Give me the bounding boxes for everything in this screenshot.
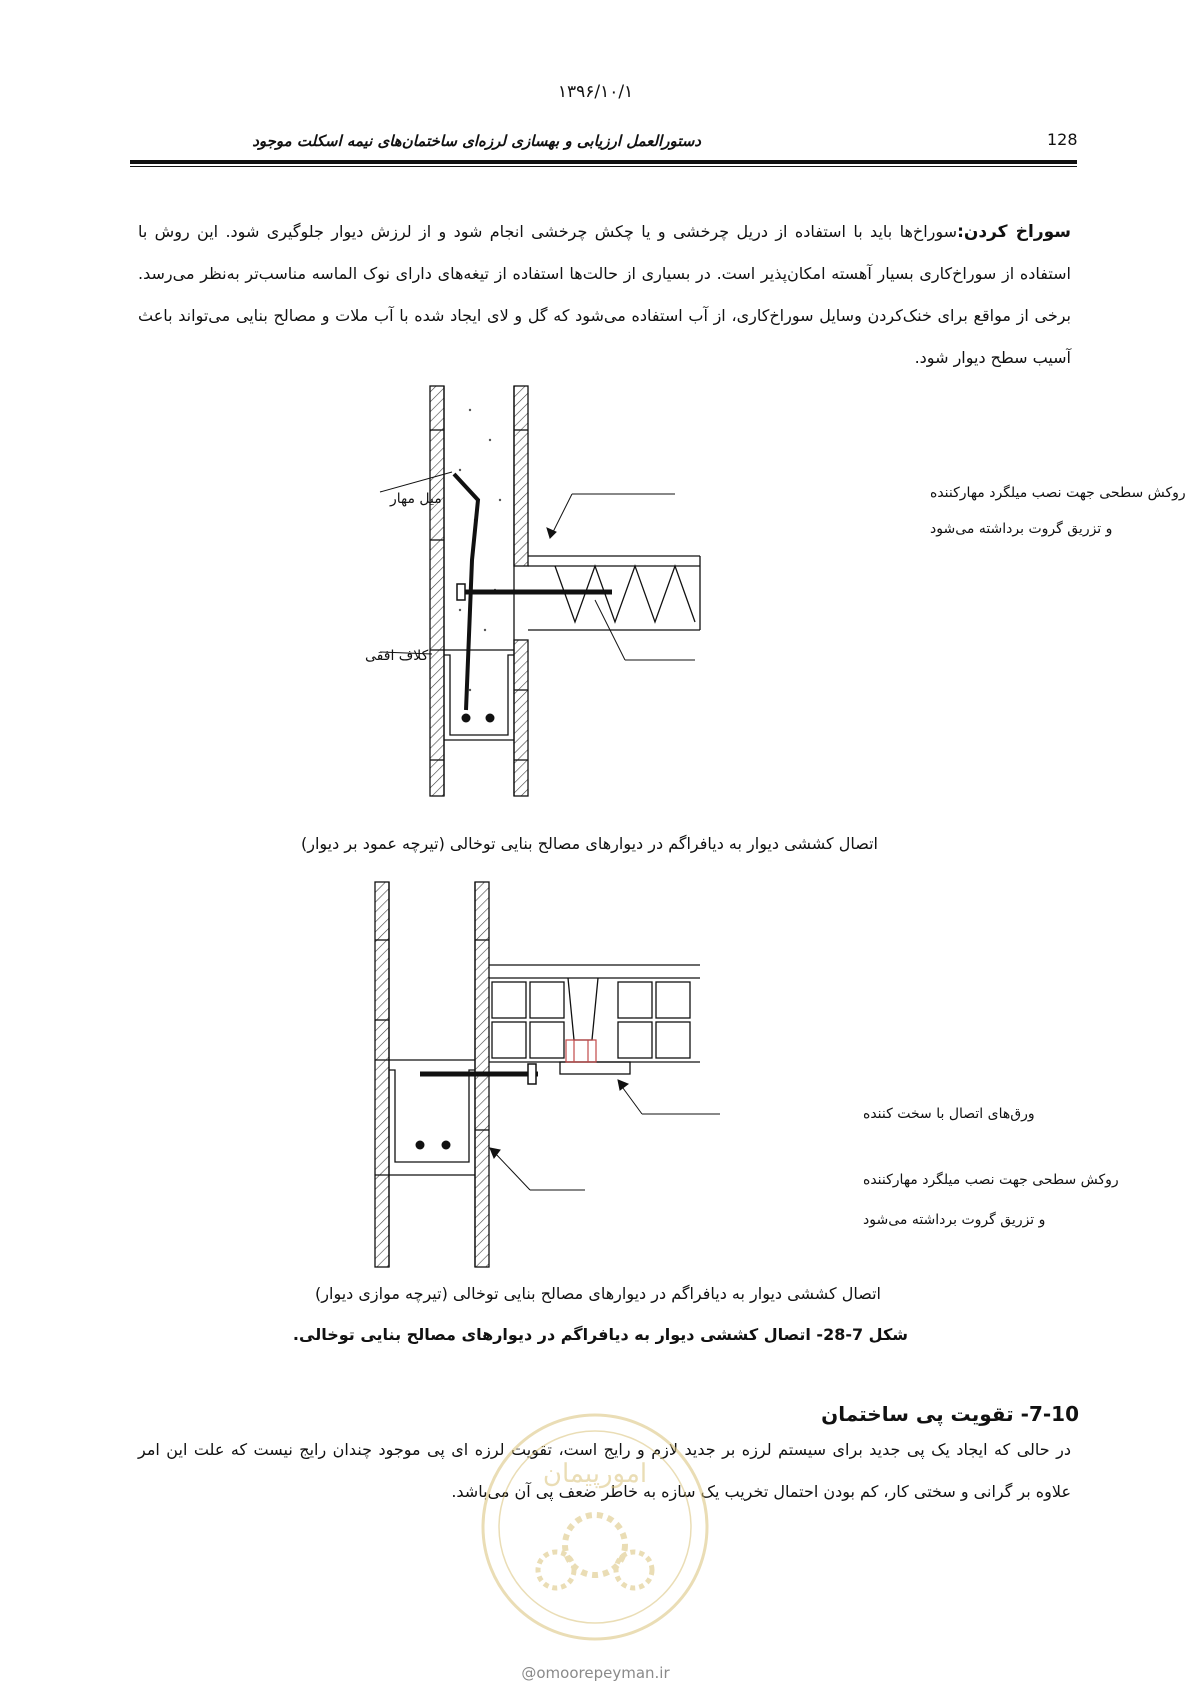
figure-1-caption: اتصال کششی دیوار به دیافراگم در دیوارهای مصالح بنایی توخالی (تیرچه عمود بر دیوار) [301, 834, 878, 853]
paragraph-drilling [138, 211, 1071, 379]
page-number: 128 [1047, 130, 1078, 149]
label-anchor-rod: میل مهار [390, 491, 442, 507]
label-cover-line1: روکش سطحی جهت نصب میلگرد مهارکننده [863, 1172, 1119, 1188]
figure-joist-perpendicular [250, 385, 1186, 805]
label-cover-line1: روکش سطحی جهت نصب میلگرد مهارکننده [930, 485, 1186, 501]
label-stiffened-plates: ورق‌های اتصال با سخت کننده [863, 1106, 1035, 1122]
stiffener-plates [566, 1040, 596, 1062]
label-bond-beam: کلاف افقی [365, 648, 429, 664]
figure-title: شکل 7-28- اتصال کششی دیوار به دیافراگم در دیوارهای مصالح بنایی توخالی. [292, 1325, 908, 1344]
bond-beam-bars [416, 1141, 451, 1150]
header-rule-thin [130, 166, 1077, 167]
figure-2-caption: اتصال کششی دیوار به دیافراگم در دیوارهای مصالح بنایی توخالی (تیرچه موازی دیوار) [315, 1284, 881, 1303]
slab-blocks [489, 965, 700, 1074]
watermark-url: @omoorepeyman.ir [521, 1664, 670, 1682]
header-date: ۱۳۹۶/۱۰/۱ [557, 82, 634, 102]
leader-lines [490, 1080, 720, 1190]
header-rule [130, 160, 1077, 164]
section-heading: 7-10- تقویت پی ساختمان [821, 1402, 1079, 1426]
label-cover-line2: و تزریق گروت برداشته می‌شود [930, 521, 1113, 537]
grout-fill [459, 409, 501, 691]
paragraph-foundation: در حالی که ایجاد یک پی جدید برای سیستم لرزه بر جدید لازم و رایج است، تقویت لرزه ای پی موجود چندان رایج نیست که علت این امر علاوه بر گرانی و سختی کار، کم بودن احتمال تخریب یک سازه به خاطر ضعف پی آن می‌باشد. [138, 1440, 1071, 1501]
paragraph-lead: سوراخ کردن: [957, 222, 1072, 242]
paragraph-text: سوراخ‌ها باید با استفاده از دریل چرخشی و یا چکش چرخشی انجام شود و از لرزش دیوار جلوگیری شود. این روش با استفاده از سوراخ‌کاری بسیار آهسته امکان‌پذیر است. در بسیاری از حالت‌ها استفاده از تیغه‌های دارای نوک الماسه مناسب‌تر به‌نظر می‌رسد. برخی از مواقع برای خنک‌کردن وسایل سوراخ‌کاری، از آب استفاده می‌شود که گل و لای ایجاد شده با آب ملات و مصالح بنایی می‌تواند باعث آسیب سطح دیوار شود. [138, 222, 1071, 367]
watermark-logo-text: امورپیمان [542, 1459, 648, 1489]
figure-joist-parallel [250, 880, 1119, 1275]
watermark-logo [478, 1410, 713, 1645]
label-cover-line2: و تزریق گروت برداشته می‌شود [863, 1212, 1046, 1228]
header-title: دستورالعمل ارزیابی و بهسازی لرزه‌ای ساختمان‌های نیمه اسکلت موجود [252, 132, 701, 150]
bond-beam-bars [462, 714, 495, 723]
tie-rod [454, 474, 612, 710]
